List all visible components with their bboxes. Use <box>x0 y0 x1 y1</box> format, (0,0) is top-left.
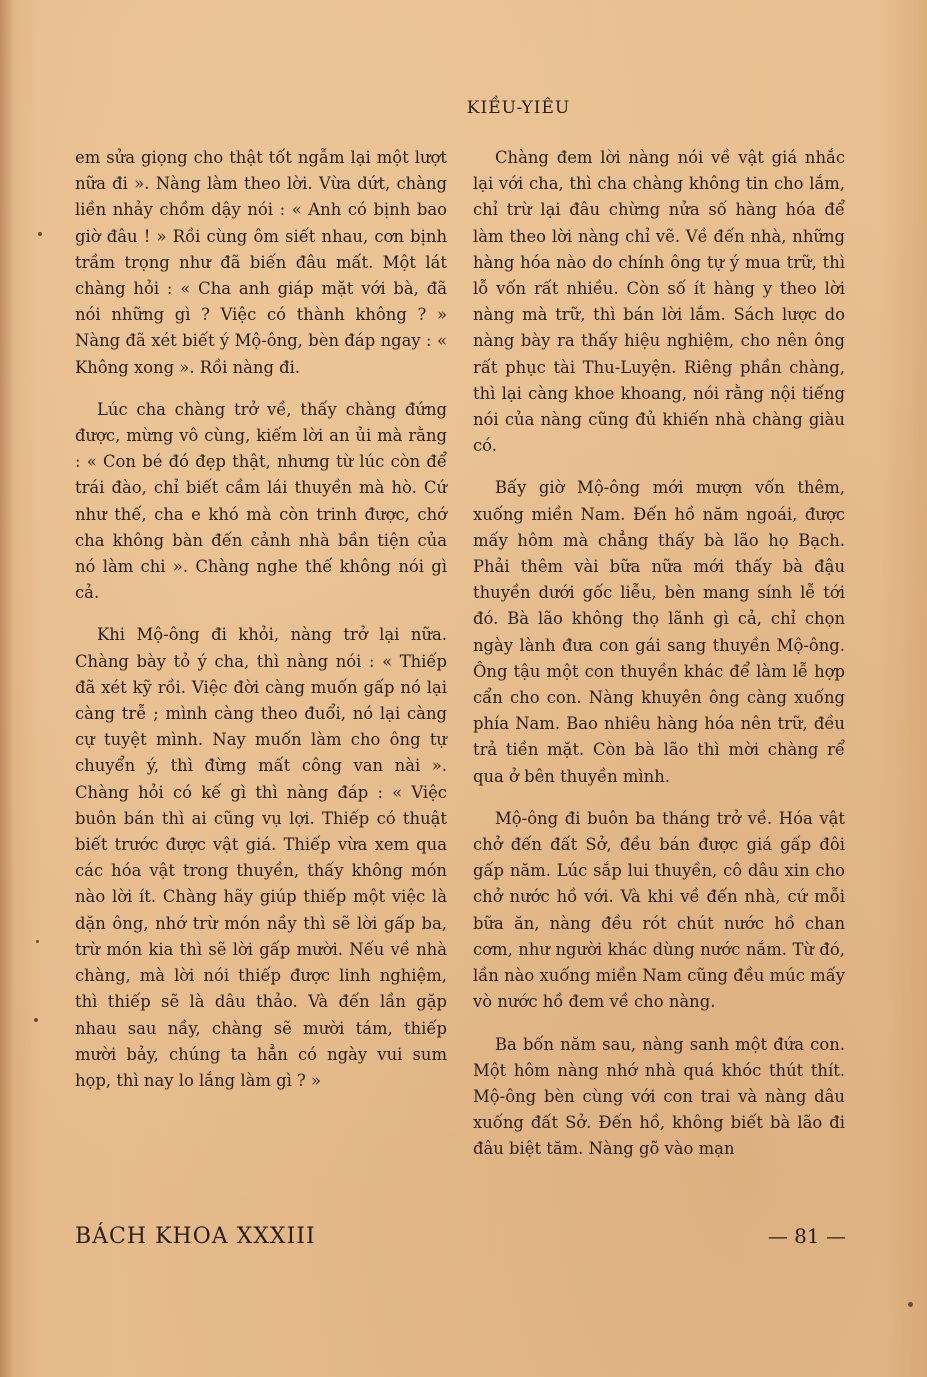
paragraph: em sửa giọng cho thật tốt ngẫm lại một lượt nữa đi ». Nàng làm theo lời. Vừa dứt, chàng liền nhảy chồm dậy nói : « Anh có bịnh bao giờ đâu ! » Rồi cùng ôm siết nhau, cơn bịnh trầm trọng như đã biến đâu mất. Một lát chàng hỏi : « Cha anh giáp mặt với bà, đã nói những gì ? Việc có thành không ? » Nàng đã xét biết ý Mộ-ông, bèn đáp ngay : « Không xong ». Rồi nàng đi. <box>75 148 447 377</box>
paper-speck <box>34 1018 38 1022</box>
paragraph: Mộ-ông đi buôn ba tháng trở về. Hóa vật chở đến đất Sở, đều bán được giá gấp đôi gấp năm. Lúc sắp lui thuyền, cô dâu xin cho chở nước hồ với. Và khi về đến nhà, cứ mỗi bữa ăn, nàng đều rót chút nước hồ chan cơm, như người khác dùng nước nắm. Từ đó, lần nào xuống miền Nam cũng đều múc mấy vò nước hồ đem về cho nàng. <box>473 808 845 1012</box>
right-text-column <box>473 145 845 1179</box>
paper-speck <box>36 940 39 943</box>
left-text-column <box>75 145 447 1110</box>
paper-speck <box>38 232 42 236</box>
paragraph: Ba bốn năm sau, nàng sanh một đứa con. Một hôm nàng nhớ nhà quá khóc thút thít. Mộ-ông bèn cùng với con trai và nàng dâu xuống đất Sở. Đến hồ, không biết bà lão đi đâu biệt tăm. Nàng gõ vào mạn <box>473 1034 845 1159</box>
page-number: — 81 — <box>767 1224 846 1248</box>
running-header <box>0 98 927 118</box>
page-edge-shadow <box>0 0 14 1377</box>
running-title: KIỀU-YIÊU <box>466 98 571 118</box>
paragraph: Chàng đem lời nàng nói về vật giá nhắc lại với cha, thì cha chàng không tin cho lắm, chỉ trừ lại đâu chừng nửa số hàng hóa để làm theo lời nàng chỉ vẽ. Về đến nhà, những hàng hóa nào do chính ông tự ý mua trữ, thì lỗ vốn rất nhiều. Còn số ít hàng y theo lời nàng mà trữ, thì bán lời lắm. Sách lược do nàng bày ra thấy hiệu nghiệm, cho nên ông rất phục tài Thu-Luyện. Riêng phần chàng, thì lại càng khoe khoang, nói rằng nội tiếng nói của nàng cũng đủ khiến nhà chàng giàu có. <box>473 148 845 456</box>
publication-footer: BÁCH KHOA XXXIII <box>75 1224 316 1249</box>
paragraph: Bấy giờ Mộ-ông mới mượn vốn thêm, xuống miền Nam. Đến hồ năm ngoái, được mấy hôm mà chẳng thấy bà lão họ Bạch. Phải thêm vài bữa nữa mới thấy bà đậu thuyền dưới gốc liễu, bèn mang sính lễ tới đó. Bà lão không thọ lãnh gì cả, chỉ chọn ngày lành đưa con gái sang thuyền Mộ-ông. Ông tậu một con thuyền khác để làm lễ hợp cẩn cho con. Nàng khuyên ông càng xuống phía Nam. Bao nhiêu hàng hóa nên trữ, đều trả tiền mặt. Còn bà lão thì mời chàng rể qua ở bên thuyền mình. <box>473 478 845 786</box>
paper-speck <box>908 1302 913 1307</box>
paragraph: Lúc cha chàng trở về, thấy chàng đứng được, mừng vô cùng, kiếm lời an ủi mà rằng : « Con bé đó đẹp thật, nhưng từ lúc còn để trái đào, chỉ biết cầm lái thuyền mà hò. Cứ như thế, cha e khó mà còn trinh được, chớ cha không bàn đến cảnh nhà bần tiện của nó làm chi ». Chàng nghe thế không nói gì cả. <box>75 399 447 603</box>
paragraph: Khi Mộ-ông đi khỏi, nàng trở lại nữa. Chàng bày tỏ ý cha, thì nàng nói : « Thiếp đã xét kỹ rồi. Việc đời càng muốn gấp nó lại càng trễ ; mình càng theo đuổi, nó lại càng cự tuyệt mình. Nay muốn làm cho ông tự chuyển ý, thì đừng mất công van nài ». Chàng hỏi có kế gì thì nàng đáp : « Việc buôn bán thì ai cũng vụ lợi. Thiếp có thuật biết trước được vật giá. Thiếp vừa xem qua các hóa vật trong thuyền, thấy không món nào lời ít. Chàng hãy giúp thiếp một việc là dặn ông, nhớ trừ món nầy thì sẽ lời gấp ba, trừ món kia thì sẽ lời gấp mười. Nếu về nhà chàng, mà lời nói thiếp được linh nghiệm, thì thiếp sẽ là dâu thảo. Và đến lần gặp nhau sau nầy, chàng sẽ mười tám, thiếp mười bảy, chúng ta hẳn có ngày vui sum họp, thì nay lo lắng làm gì ? » <box>75 625 447 1090</box>
